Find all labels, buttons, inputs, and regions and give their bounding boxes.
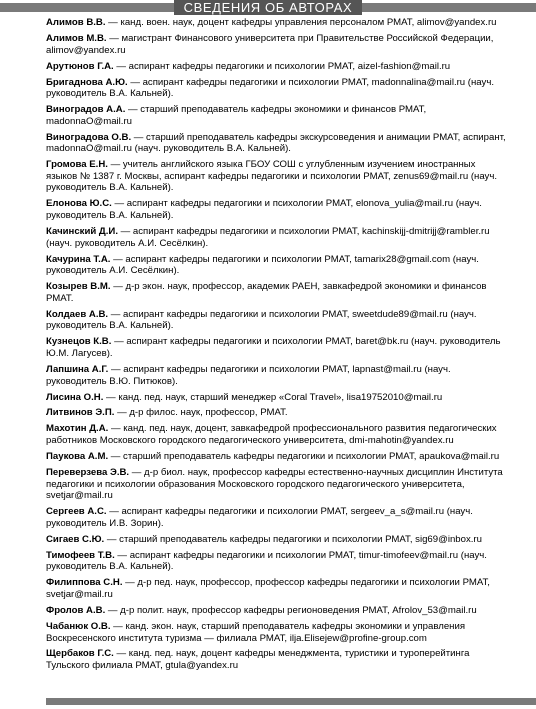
author-name: Чабанюк О.В. [46,620,111,632]
author-entry [46,159,506,194]
author-entry [46,577,506,600]
authors-list [46,17,506,676]
author-name: Арутюнов Г.А. [46,60,114,72]
author-name: Качурина Т.А. [46,253,111,265]
author-entry [46,407,506,419]
author-details: — старший преподаватель кафедры экскурсоведения и анимации РМАТ, аспирант, madonnaO@mail.ru (науч. руководитель В.А. Кальней). [46,131,506,155]
author-details: — д-р филос. наук, профессор, РМАТ. [114,407,288,419]
author-details: — канд. воен. наук, доцент кафедры управления персоналом РМАТ, alimov@yandex.ru [105,17,497,28]
author-entry [46,17,506,29]
author-name: Лапшина А.Г. [46,363,109,375]
author-entry [46,309,506,332]
author-entry [46,254,506,277]
author-details: — старший преподаватель кафедры экономики и финансов РМАТ, madonnaO@mail.ru [46,104,427,127]
author-details: — аспирант кафедры педагогики и психологии РМАТ, kachinskijj-dmitrijj@rambler.ru (науч. руководитель А.И. Сеcёлкин). [46,226,490,249]
author-details: — старший преподаватель кафедры педагогики и психологии РМАТ, apaukova@mail.ru [108,451,500,463]
author-name: Елонова Ю.С. [46,198,112,210]
author-details: — аспирант кафедры педагогики и психологии РМАТ, madonnalina@mail.ru (науч. руководитель В.А. Кальней). [46,76,494,100]
author-name: Громова Е.Н. [46,159,108,171]
author-entry [46,648,506,671]
author-details: — аспирант кафедры педагогики и психологии РМАТ, elonova_yulia@mail.ru (науч. руководитель В.А. Кальней). [46,198,482,222]
author-name: Литвинов Э.П. [46,407,115,419]
author-details: — д-р полит. наук, профессор кафедры регионоведения РМАТ, Afrolov_53@mail.ru [105,604,477,616]
author-name: Филиппова С.Н. [46,577,123,589]
author-name: Махотин Д.А. [46,423,109,435]
author-details: — аспирант кафедры педагогики и психологии РМАТ, sergeev_a_s@mail.ru (науч. руководитель И.В. Зорин). [46,506,473,529]
author-entry [46,506,506,529]
author-name: Виноградова О.В. [46,131,132,143]
author-details: — аспирант кафедры педагогики и психологии РМАТ, sweetdude89@mail.ru (науч. руководитель В.А. Кальней). [46,308,477,332]
author-entry [46,550,506,573]
author-details: — канд. экон. наук, старший преподаватель кафедры экономики и управления Воскресенского института туризма — филиала РМАТ, ilja.Elisejew@profine-group.com [46,620,466,644]
author-entry [46,423,506,446]
author-name: Тимофеев Т.В. [46,549,115,561]
author-details: — аспирант кафедры педагогики и психологии РМАТ, baret@bk.ru (науч. руководитель Ю.М. Лагусев). [46,336,501,359]
author-details: — д-р биол. наук, профессор кафедры естественно-научных дисциплин Института педагогики и психологии образования Московского городского педагогического университета, svetjar@mail.ru [46,467,503,502]
author-details: — учитель английского языка ГБОУ СОШ с углубленным изучением иностранных языков № 1387 г. Москвы, аспирант кафедры педагогики и психологии РМАТ, zenus69@mail.ru (науч. руководитель В.А. Кальней). [46,159,498,194]
section-header [0,0,536,15]
author-details: — д-р экон. наук, профессор, академик РАЕН, завкафедрой экономики и финансов РМАТ. [46,281,487,304]
author-entry [46,198,506,221]
author-name: Качинский Д.И. [46,226,118,238]
author-name: Паукова А.М. [46,451,109,463]
author-name: Щербаков Г.С. [46,648,114,660]
author-entry [46,605,506,617]
author-name: Сигаев С.Ю. [46,533,105,545]
author-details: — д-р пед. наук, профессор, профессор кафедры педагогики и психологии РМАТ, svetjar@mail.ru [46,577,490,600]
footer-bar [46,698,536,705]
header-right-bar [362,3,536,12]
author-name: Колдаев А.В. [46,308,109,320]
author-entry [46,61,506,73]
author-entry [46,226,506,249]
author-name: Бригаднова А.Ю. [46,76,128,88]
author-name: Виноградов А.А. [46,104,126,116]
author-details: — аспирант кафедры педагогики и психологии РМАТ, tamarix28@gmail.com (науч. руководитель А.И. Сеcёлкин). [46,253,479,277]
author-details: — аспирант кафедры педагогики и психологии РМАТ, aizel-fashion@mail.ru [113,60,451,72]
author-entry [46,336,506,359]
author-details: — канд. пед. наук, доцент кафедры менеджмента, туристики и туроперейтинга Тульского филиала РМАТ, gtula@yandex.ru [46,648,470,672]
header-left-bar [0,3,174,12]
author-details: — канд. пед. наук, доцент, завкафедрой профессионального развития педагогических работников Московского городского педагогического университета, dmi-mahotin@yandex.ru [46,423,497,447]
author-details: — аспирант кафедры педагогики и психологии РМАТ, timur-timofeev@mail.ru (науч. руководитель В.А. Кальней). [46,549,487,573]
author-details: — магистрант Финансового университета при Правительстве Российской Федерации, alimov@yandex.ru [46,32,494,56]
author-entry [46,364,506,387]
author-entry [46,77,506,100]
author-entry [46,132,506,155]
author-entry [46,467,506,502]
author-name: Переверзева Э.В. [46,467,130,479]
author-entry [46,33,506,56]
section-title: СВЕДЕНИЯ ОБ АВТОРАХ [174,0,363,15]
author-name: Лисина О.Н. [46,391,104,403]
author-entry [46,104,506,127]
author-name: Сергеев А.С. [46,506,107,518]
author-name: Алимов М.В. [46,32,107,44]
author-entry [46,451,506,463]
author-entry [46,621,506,644]
author-name: Алимов В.В. [46,17,106,28]
author-name: Фролов А.В. [46,604,106,616]
author-entry [46,392,506,404]
author-details: — аспирант кафедры педагогики и психологии РМАТ, lapnast@mail.ru (науч. руководитель В.Ю. Питюков). [46,363,451,387]
author-details: — старший преподаватель кафедры педагогики и психологии РМАТ, sig69@inbox.ru [104,533,482,545]
author-name: Козырев В.М. [46,281,111,293]
author-details: — канд. пед. наук, старший менеджер «Coral Travel», lisa19752010@mail.ru [103,391,443,403]
author-name: Кузнецов К.В. [46,336,112,348]
author-entry [46,281,506,304]
author-entry [46,534,506,546]
